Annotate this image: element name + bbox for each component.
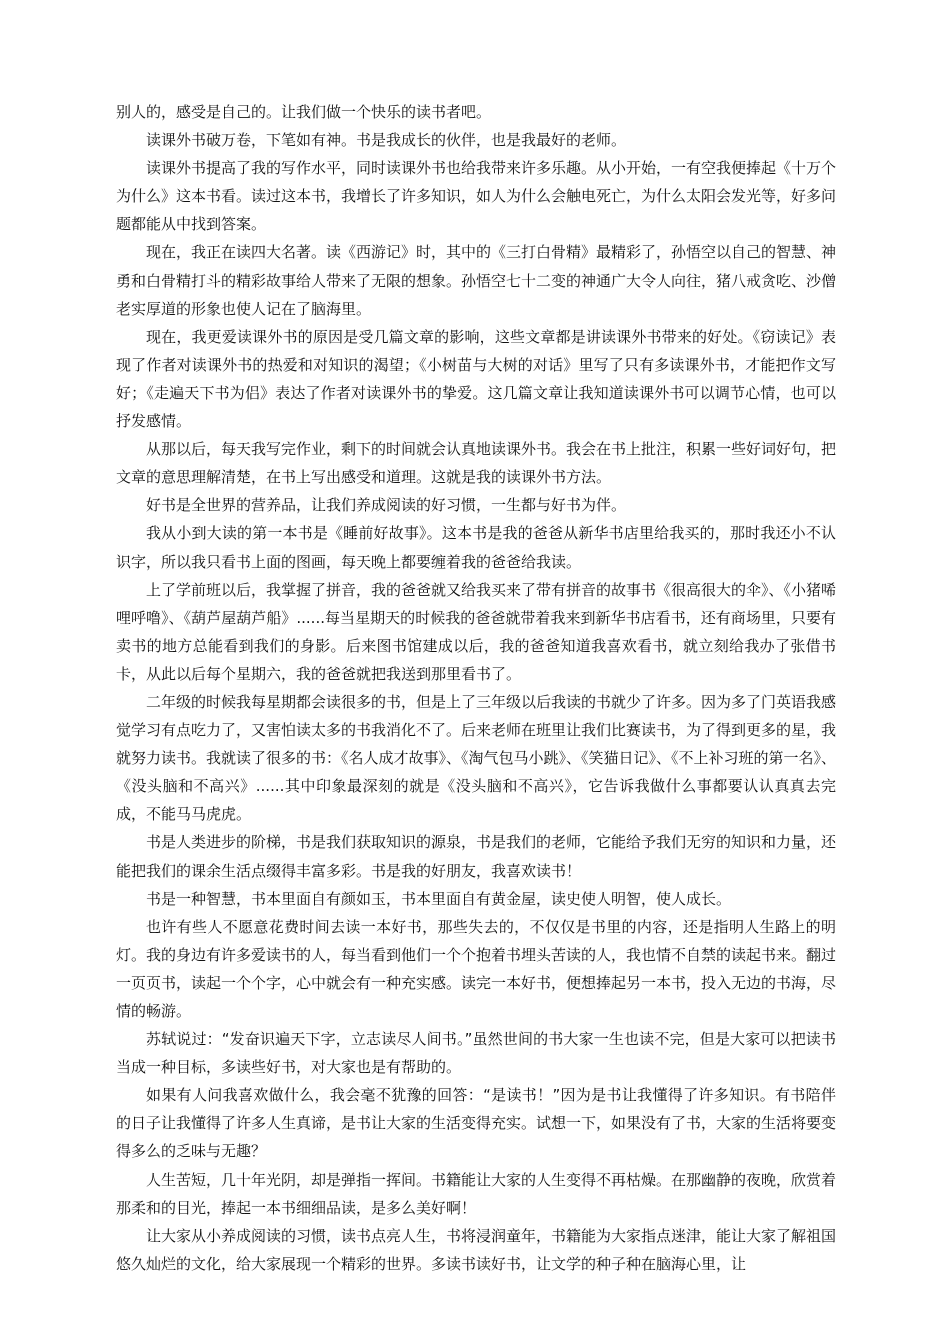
paragraph-5: 现在，我更爱读课外书的原因是受几篇文章的影响，这些文章都是讲读课外书带来的好处。《窃读记》表现了作者对读课外书的热爱和对知识的渴望；《小树苗与大树的对话》里写了只有多读课外书，才能把作文写好；《走遍天下书为侣》表达了作者对读课外书的挚爱。这几篇文章让我知道读课外书可以调节心情，也可以抒发感情。 (116, 327, 836, 431)
paragraph-10: 二年级的时候我每星期都会读很多的书，但是上了三年级以后我读的书就少了许多。因为多了门英语我感觉学习有点吃力了，又害怕读太多的书我消化不了。后来老师在班里让我们比赛读书，为了得到更多的星，我就努力读书。我就读了很多的书：《名人成才故事》、《淘气包马小跳》、《笑猫日记》、《不上补习班的第一名》、《没头脑和不高兴》......其中印象最深刻的就是《没头脑和不高兴》，它告诉我做什么事都要认认真真去完成，不能马马虎虎。 (116, 692, 837, 824)
paragraph-1: 别人的，感受是自己的。让我们做一个快乐的读书者吧。 (116, 103, 492, 121)
paragraph-15: 如果有人问我喜欢做什么，我会毫不犹豫的回答：“是读书！”因为是书让我懂得了许多知识。有书陪伴的日子让我懂得了许多人生真谛，是书让大家的生活变得充实。试想一下，如果没有了书，大家的生活将要变得多么的乏味与无趣？ (116, 1086, 837, 1161)
paragraph-17: 让大家从小养成阅读的习惯，读书点亮人生，书将浸润童年，书籍能为大家指点迷津，能让大家了解祖国悠久灿烂的文化，给大家展现一个精彩的世界。多读书读好书，让文学的种子种在脑海心里，让 (116, 1226, 837, 1273)
paragraph-13: 也许有些人不愿意花费时间去读一本好书，那些失去的，不仅仅是书里的内容，还是指明人生路上的明灯。我的身边有许多爱读书的人，每当看到他们一个个抱着书埋头苦读的人，我也情不自禁的读起书来。翻过一页页书，读起一个个字，心中就会有一种充实感。读完一本好书，便想捧起另一本书，投入无边的书海，尽情的畅游。 (116, 917, 837, 1020)
paragraph-2: 读课外书破万卷，下笔如有神。书是我成长的伙伴，也是我最好的老师。 (146, 131, 627, 150)
document-page (116, 98, 836, 1278)
paragraph-7: 好书是全世界的营养品，让我们养成阅读的好习惯，一生都与好书为伴。 (146, 496, 627, 515)
paragraph-12: 书是一种智慧，书本里面自有颜如玉，书本里面自有黄金屋，读史使人明智，使人成长。 (146, 889, 732, 908)
paragraph-3: 读课外书提高了我的写作水平，同时读课外书也给我带来许多乐趣。从小开始，一有空我便捧起《十万个为什么》这本书看。读过这本书，我增长了许多知识，如人为什么会触电死亡，为什么太阳会发光等，好多问题都能从中找到答案。 (116, 159, 837, 234)
paragraph-9: 上了学前班以后，我掌握了拼音，我的爸爸就又给我买来了带有拼音的故事书《很高很大的伞》、《小猪唏哩呼噜》、《葫芦屋葫芦船》......每当星期天的时候我的爸爸就带着我来到新华书店看书，还有商场里，只要有卖书的地方总能看到我们的身影。后来图书馆建成以后，我的爸爸知道我喜欢看书，就立刻给我办了张借书卡，从此以后每个星期六，我的爸爸就把我送到那里看书了。 (116, 580, 837, 683)
paragraph-11: 书是人类进步的阶梯，书是我们获取知识的源泉，书是我们的老师，它能给予我们无穷的知识和力量，还能把我们的课余生活点缀得丰富多彩。书是我的好朋友，我喜欢读书！ (116, 833, 837, 880)
paragraph-16: 人生苦短，几十年光阴，却是弹指一挥间。书籍能让大家的人生变得不再枯燥。在那幽静的夜晚，欣赏着那柔和的目光，捧起一本书细细品读，是多么美好啊！ (116, 1170, 837, 1217)
paragraph-6: 从那以后，每天我写完作业，剩下的时间就会认真地读课外书。我会在书上批注，积累一些好词好句，把文章的意思理解清楚，在书上写出感受和道理。这就是我的读课外书方法。 (116, 440, 837, 487)
paragraph-14: 苏轼说过：“发奋识遍天下字，立志读尽人间书。”虽然世间的书大家一生也读不完，但是大家可以把读书当成一种目标，多读些好书，对大家也是有帮助的。 (116, 1030, 836, 1077)
paragraph-8: 我从小到大读的第一本书是《睡前好故事》。这本书是我的爸爸从新华书店里给我买的，那时我还小不认识字，所以我只看书上面的图画，每天晚上都要缠着我的爸爸给我读。 (116, 524, 836, 571)
paragraph-4: 现在，我正在读四大名著。读《西游记》时，其中的《三打白骨精》最精彩了，孙悟空以自己的智慧、神勇和白骨精打斗的精彩故事给人带来了无限的想象。孙悟空七十二变的神通广大令人向往，猪八戒贪吃、沙僧老实厚道的形象也使人记在了脑海里。 (116, 243, 837, 318)
